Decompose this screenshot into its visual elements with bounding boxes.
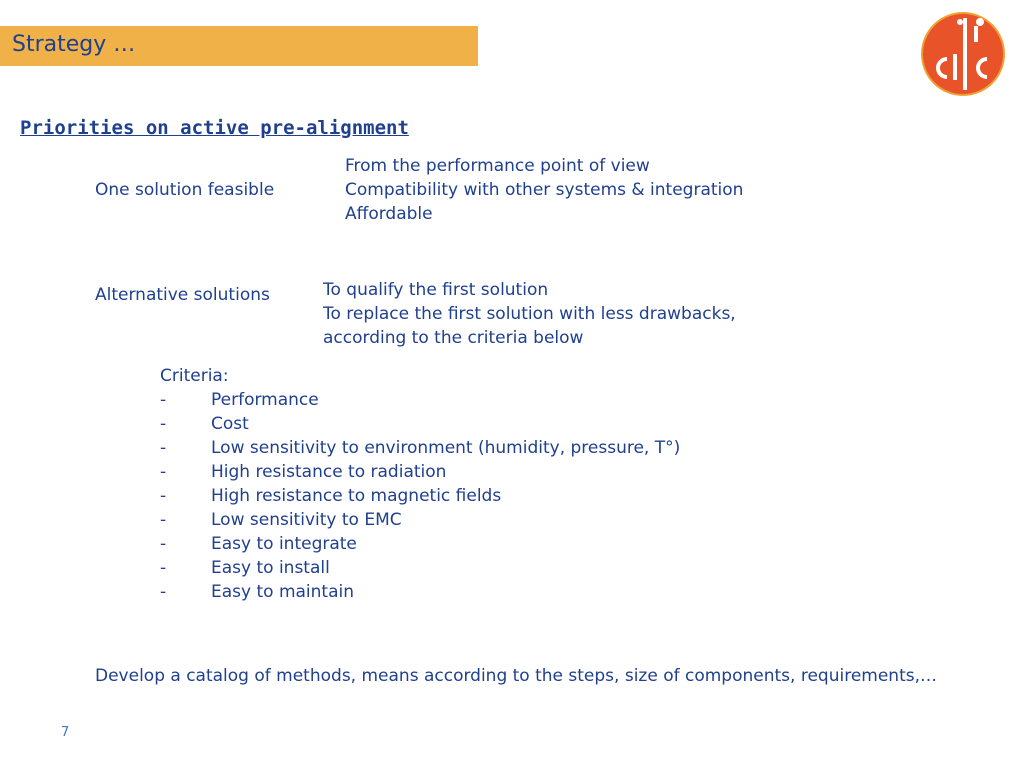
criteria-label: High resistance to magnetic fields (211, 486, 502, 506)
one-solution-points (345, 154, 743, 226)
criteria-label: Low sensitivity to environment (humidity, pressure, T°) (211, 438, 681, 458)
criteria-list (160, 364, 780, 604)
list-dash: - (160, 558, 167, 578)
alternative-point: To replace the first solution with less drawbacks, (323, 304, 736, 324)
criteria-item (160, 412, 780, 436)
alternative-label: Alternative solutions (95, 285, 270, 305)
criteria-label: Low sensitivity to EMC (211, 510, 402, 530)
clic-logo-icon (920, 12, 1006, 98)
criteria-label: Easy to maintain (211, 582, 355, 602)
one-solution-point: From the performance point of view (345, 156, 650, 176)
criteria-title: Criteria: (160, 366, 229, 386)
list-dash: - (160, 582, 167, 602)
list-dash: - (160, 438, 167, 458)
alternative-point: To qualify the first solution (323, 280, 549, 300)
section-heading: Priorities on active pre-alignment (20, 117, 409, 139)
one-solution-point: Affordable (345, 204, 433, 224)
criteria-item (160, 532, 780, 556)
criteria-label: Cost (211, 414, 249, 434)
one-solution-point: Compatibility with other systems & integration (345, 180, 744, 200)
list-dash: - (160, 510, 167, 530)
criteria-label: Easy to install (211, 558, 330, 578)
criteria-item (160, 460, 780, 484)
criteria-item (160, 580, 780, 604)
criteria-item (160, 388, 780, 412)
alternative-point: according to the criteria below (323, 328, 584, 348)
title-bar (0, 26, 478, 66)
page-number: 7 (61, 725, 70, 740)
criteria-item (160, 556, 780, 580)
alternative-points (323, 278, 736, 350)
criteria-label: Easy to integrate (211, 534, 357, 554)
one-solution-label: One solution feasible (95, 180, 275, 200)
criteria-label: High resistance to radiation (211, 462, 447, 482)
list-dash: - (160, 390, 167, 410)
list-dash: - (160, 414, 167, 434)
list-dash: - (160, 534, 167, 554)
list-dash: - (160, 486, 167, 506)
criteria-item (160, 508, 780, 532)
list-dash: - (160, 462, 167, 482)
criteria-label: Performance (211, 390, 319, 410)
conclusion-text: Develop a catalog of methods, means according to the steps, size of components, requirements,… (95, 666, 937, 686)
criteria-item (160, 484, 780, 508)
criteria-item (160, 436, 780, 460)
slide-title: Strategy … (12, 32, 136, 57)
